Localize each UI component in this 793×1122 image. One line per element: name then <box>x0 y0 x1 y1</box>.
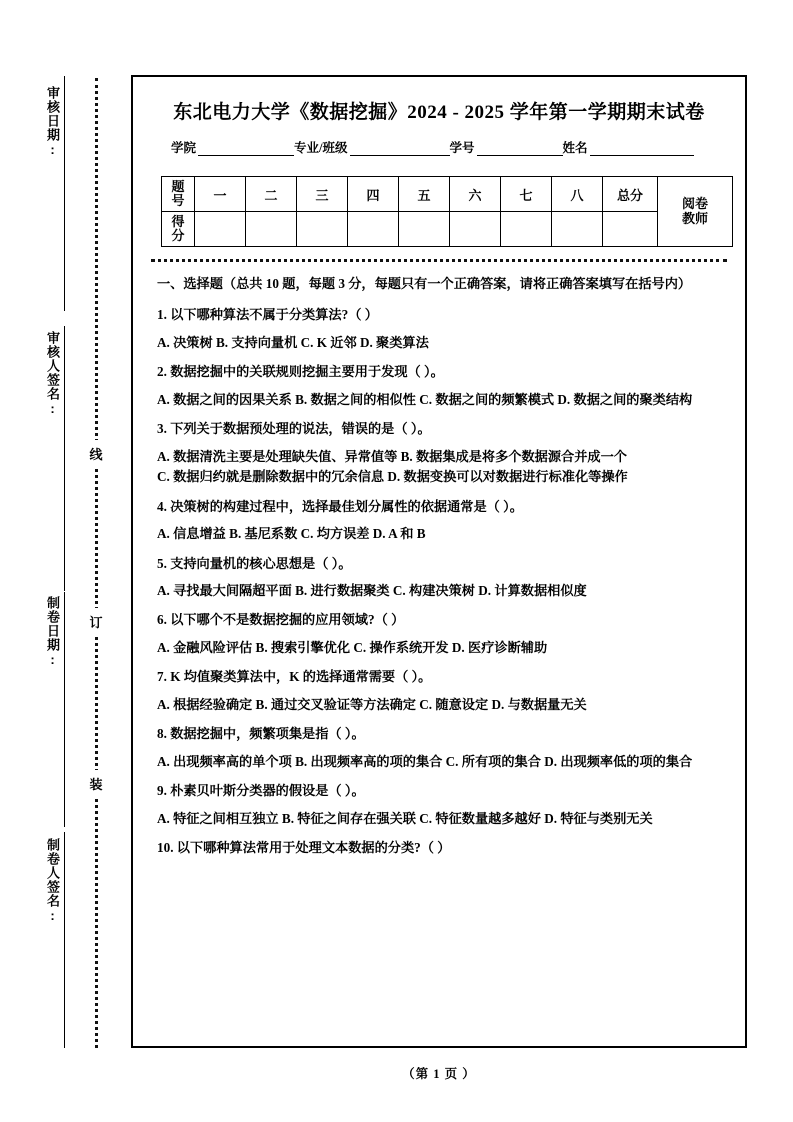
table-row-question-numbers <box>162 177 733 212</box>
question-5-options-line-1[interactable]: A. 寻找最大间隔超平面 B. 进行数据聚类 C. 构建决策树 D. 计算数据相似度 <box>157 582 587 598</box>
table-row-scores <box>162 212 733 247</box>
margin-rule-1 <box>64 76 65 311</box>
score-table-col-4: 四 <box>348 177 399 212</box>
question-8-options <box>157 752 723 772</box>
field-name-label: 姓名 <box>562 141 588 155</box>
margin-rule-3 <box>64 592 65 827</box>
field-name-input[interactable] <box>590 142 694 156</box>
score-table-row-header-score <box>162 212 195 247</box>
student-info-line <box>171 138 721 156</box>
question-5-stem: 5. 支持向量机的核心思想是（ ）。 <box>157 555 352 571</box>
question-4 <box>157 497 723 545</box>
question-2-stem: 2. 数据挖掘中的关联规则挖掘主要用于发现（ ）。 <box>157 364 444 380</box>
question-1-options-line-1[interactable]: A. 决策树 B. 支持向量机 C. K 近邻 D. 聚类算法 <box>157 334 429 350</box>
score-table-col-2: 二 <box>246 177 297 212</box>
question-6-options-line-1[interactable]: A. 金融风险评估 B. 搜索引擎优化 C. 操作系统开发 D. 医疗诊断辅助 <box>157 639 548 655</box>
question-2 <box>157 362 723 410</box>
score-cell-5[interactable] <box>399 212 450 247</box>
question-2-options <box>157 390 723 410</box>
question-5 <box>157 554 723 602</box>
score-table-col-total: 总分 <box>603 177 658 212</box>
seal-char-zhuang: 装 <box>84 770 108 797</box>
margin-rule-4 <box>64 832 65 1048</box>
question-2-options-line-1[interactable]: A. 数据之间的因果关系 B. 数据之间的相似性 C. 数据之间的频繁模式 D. 数据之间的聚类结构 <box>157 391 693 407</box>
question-3-options-line-1[interactable]: A. 数据清洗主要是处理缺失值、异常值等 B. 数据集成是将多个数据源合并成一个 <box>157 448 627 464</box>
score-table-col-3: 三 <box>297 177 348 212</box>
question-6 <box>157 610 723 658</box>
question-4-options <box>157 524 723 544</box>
score-cell-6[interactable] <box>450 212 501 247</box>
seal-line-dotted <box>95 78 98 1048</box>
question-8-options-line-1[interactable]: A. 出现频率高的单个项 B. 出现频率高的项的集合 C. 所有项的集合 D. 出现频率低的项的集合 <box>157 753 693 769</box>
exam-paper <box>131 75 747 1048</box>
question-9-options-line-1[interactable]: A. 特征之间相互独立 B. 特征之间存在强关联 C. 特征数量越多越好 D. 特征与类别无关 <box>157 810 653 826</box>
question-9-options <box>157 809 723 829</box>
row-header-score-line2: 分 <box>171 228 185 243</box>
score-cell-3[interactable] <box>297 212 348 247</box>
question-7 <box>157 667 723 715</box>
margin-rule-2 <box>64 326 65 591</box>
question-7-options-line-1[interactable]: A. 根据经验确定 B. 通过交叉验证等方法确定 C. 随意设定 D. 与数据量无关 <box>157 696 587 712</box>
question-6-options <box>157 638 723 658</box>
score-table-col-1: 一 <box>195 177 246 212</box>
field-college-input[interactable] <box>198 142 294 156</box>
question-3 <box>157 419 723 487</box>
score-cell-7[interactable] <box>501 212 552 247</box>
section-heading: 一、选择题（总共 10 题，每题 3 分，每题只有一个正确答案，请将正确答案填写在括号内） <box>157 276 692 291</box>
field-college <box>171 138 294 156</box>
score-table-col-8: 八 <box>552 177 603 212</box>
row-header-score-line1: 得 <box>171 214 185 230</box>
grading-teacher-line2: 教师 <box>681 210 708 226</box>
question-body <box>157 274 723 859</box>
question-8-stem: 8. 数据挖掘中，频繁项集是指（ ）。 <box>157 726 365 742</box>
score-cell-total[interactable] <box>603 212 658 247</box>
field-student-id <box>450 138 563 156</box>
margin-label-review-date: 审核日期: <box>45 86 60 158</box>
score-table-col-5: 五 <box>399 177 450 212</box>
question-5-options <box>157 581 723 601</box>
page-footer: （第 1 页 ） <box>402 1067 476 1081</box>
margin-label-prepare-date: 制卷日期: <box>45 596 60 668</box>
seal-char-xian: 线 <box>84 440 108 467</box>
field-student-id-input[interactable] <box>477 142 563 156</box>
exam-title: 东北电力大学《数据挖掘》2024 - 2025 学年第一学期期末试卷 <box>173 102 705 123</box>
score-table-col-7: 七 <box>501 177 552 212</box>
margin-label-preparer-signature: 制卷人签名: <box>45 838 60 924</box>
question-9-stem: 9. 朴素贝叶斯分类器的假设是（ ）。 <box>157 783 365 799</box>
question-10 <box>157 838 723 858</box>
score-cell-2[interactable] <box>246 212 297 247</box>
question-9 <box>157 781 723 829</box>
question-4-options-line-1[interactable]: A. 信息增益 B. 基尼系数 C. 均方误差 D. A 和 B <box>157 526 426 542</box>
score-table-row-header-question <box>162 177 195 212</box>
score-table-col-grading-teacher <box>658 177 733 247</box>
grading-teacher-line1: 阅卷 <box>681 195 708 211</box>
field-major-class-input[interactable] <box>350 142 450 156</box>
row-header-question-line1: 题 <box>171 179 185 195</box>
question-7-stem: 7. K 均值聚类算法中，K 的选择通常需要（ ）。 <box>157 669 432 685</box>
question-1 <box>157 305 723 353</box>
row-header-question-line2: 号 <box>171 193 185 208</box>
question-6-stem: 6. 以下哪个不是数据挖掘的应用领域?（ ） <box>157 612 405 628</box>
dotted-separator <box>151 259 727 262</box>
field-major-class-label: 专业/班级 <box>294 141 348 155</box>
score-table-col-6: 六 <box>450 177 501 212</box>
field-major-class <box>294 138 449 156</box>
question-3-stem: 3. 下列关于数据预处理的说法，错误的是（ ）。 <box>157 421 431 437</box>
question-1-stem: 1. 以下哪种算法不属于分类算法?（ ） <box>157 307 378 323</box>
question-4-stem: 4. 决策树的构建过程中，选择最佳划分属性的依据通常是（ ）。 <box>157 498 523 514</box>
field-name <box>563 138 694 156</box>
left-margin-labels <box>22 76 66 1048</box>
score-table <box>161 176 733 247</box>
question-10-stem: 10. 以下哪种算法常用于处理文本数据的分类?（ ） <box>157 840 451 856</box>
score-cell-8[interactable] <box>552 212 603 247</box>
score-cell-1[interactable] <box>195 212 246 247</box>
seal-char-ding: 订 <box>84 608 108 635</box>
question-1-options <box>157 333 723 353</box>
field-student-id-label: 学号 <box>449 141 475 155</box>
score-cell-4[interactable] <box>348 212 399 247</box>
field-college-label: 学院 <box>171 141 197 155</box>
margin-label-reviewer-signature: 审核人签名: <box>45 331 60 417</box>
question-7-options <box>157 695 723 715</box>
question-3-options-line-2[interactable]: C. 数据归约就是删除数据中的冗余信息 D. 数据变换可以对数据进行标准化等操作 <box>157 469 628 485</box>
question-8 <box>157 724 723 772</box>
question-3-options <box>157 447 723 488</box>
